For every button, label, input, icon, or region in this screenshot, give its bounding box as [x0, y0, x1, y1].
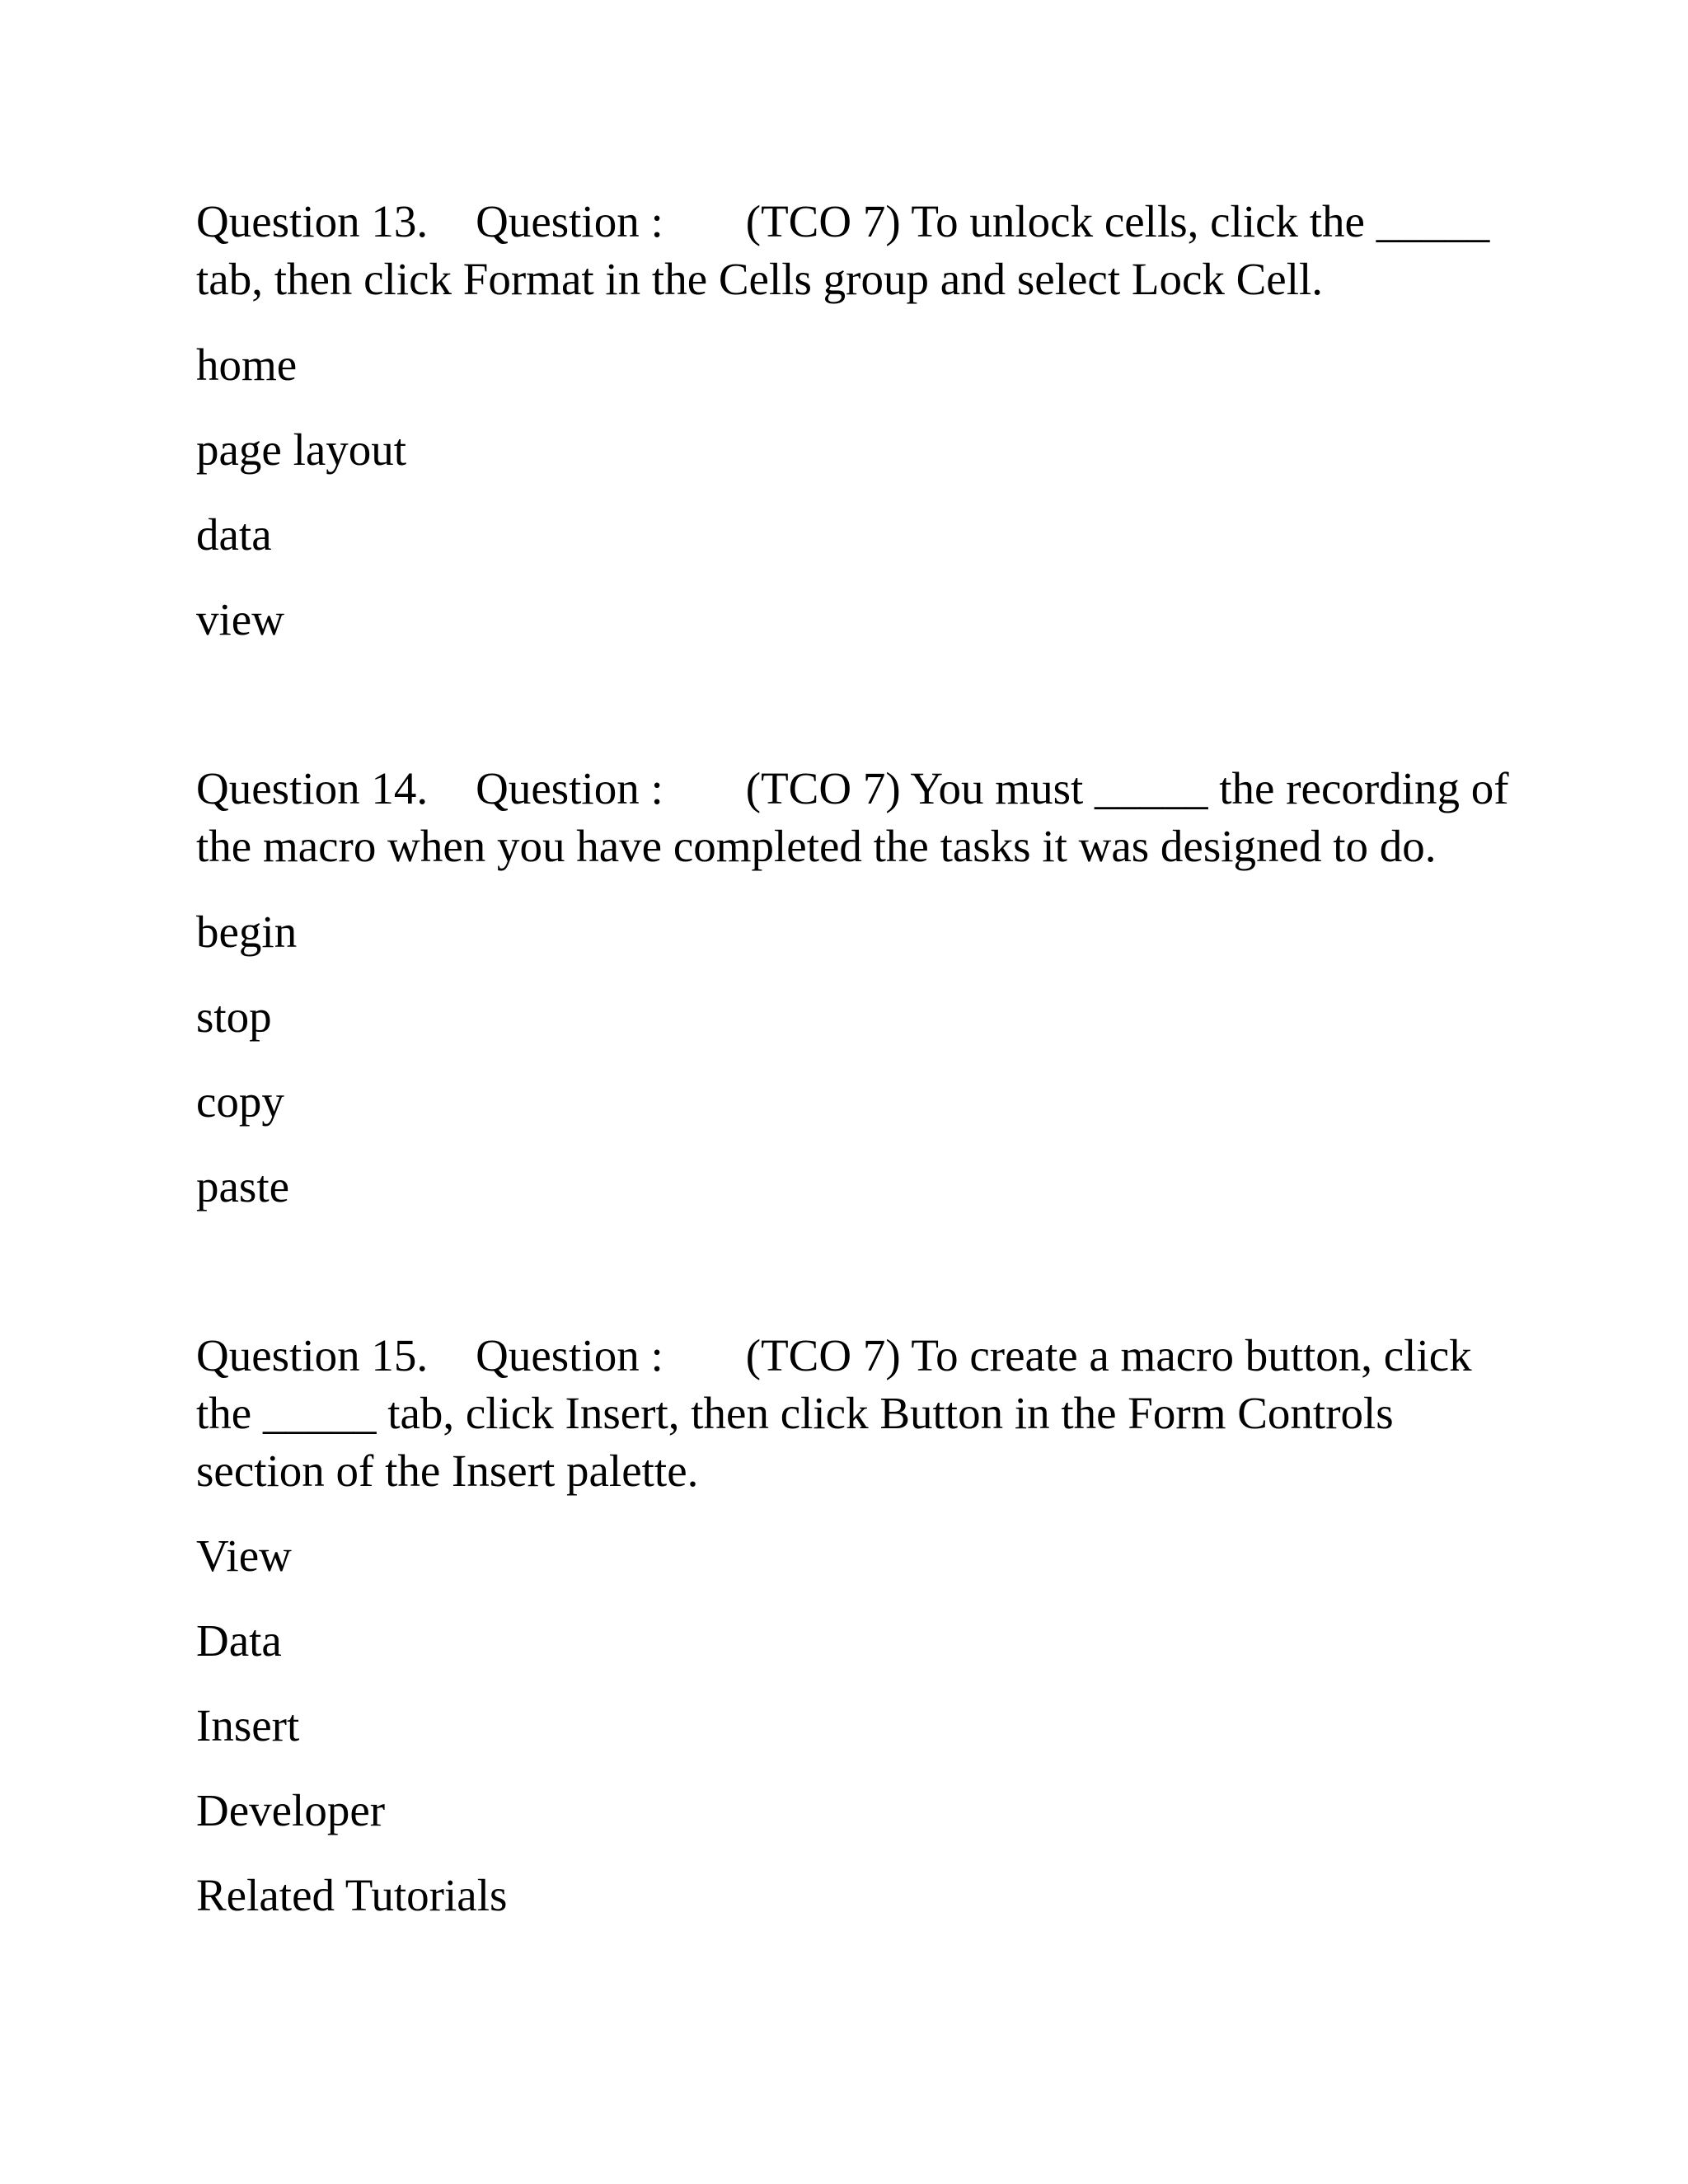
question-15-option-3: Insert: [196, 1700, 300, 1750]
question-14-label: Question :: [476, 763, 663, 813]
question-14-prompt-line-1: (TCO 7) You must _____ the recording of: [745, 763, 1509, 813]
question-15-number: Question 15.: [196, 1330, 429, 1380]
question-13-option-1: home: [196, 340, 298, 390]
question-15-prompt-line-1: (TCO 7) To create a macro button, click: [745, 1330, 1472, 1380]
question-13-option-2: page layout: [196, 424, 407, 475]
question-14-option-3: copy: [196, 1076, 284, 1127]
question-13-prompt-line-2: tab, then click Format in the Cells group and select Lock Cell.: [196, 254, 1324, 304]
question-14-prompt-line-2: the macro when you have completed the tasks it was designed to do.: [196, 821, 1437, 871]
question-13-option-4: view: [196, 594, 284, 644]
question-15-prompt-line-3: section of the Insert palette.: [196, 1446, 699, 1496]
question-15-prompt-line-2: the _____ tab, click Insert, then click Button in the Form Controls: [196, 1388, 1394, 1438]
question-14-line-1: [196, 760, 1509, 818]
question-14-number: Question 14.: [196, 763, 429, 813]
question-14-option-2: stop: [196, 991, 272, 1042]
question-14-option-4: paste: [196, 1161, 290, 1212]
question-15-line-1: [196, 1327, 1472, 1385]
question-15-text: [196, 1327, 1472, 1500]
question-13-number: Question 13.: [196, 196, 429, 246]
question-15-option-1: View: [196, 1530, 292, 1581]
question-13-text: [196, 193, 1489, 308]
question-13-label: Question :: [476, 196, 663, 246]
question-14-option-1: begin: [196, 907, 298, 957]
question-15-option-4: Developer: [196, 1785, 386, 1835]
question-13-prompt-line-1: (TCO 7) To unlock cells, click the _____: [745, 196, 1490, 246]
question-14-text: [196, 760, 1509, 875]
question-13-line-1: [196, 193, 1489, 251]
question-15-option-2: Data: [196, 1615, 282, 1666]
question-13-option-3: data: [196, 509, 272, 560]
question-15-label: Question :: [476, 1330, 663, 1380]
related-tutorials-label: Related Tutorials: [196, 1870, 508, 1920]
